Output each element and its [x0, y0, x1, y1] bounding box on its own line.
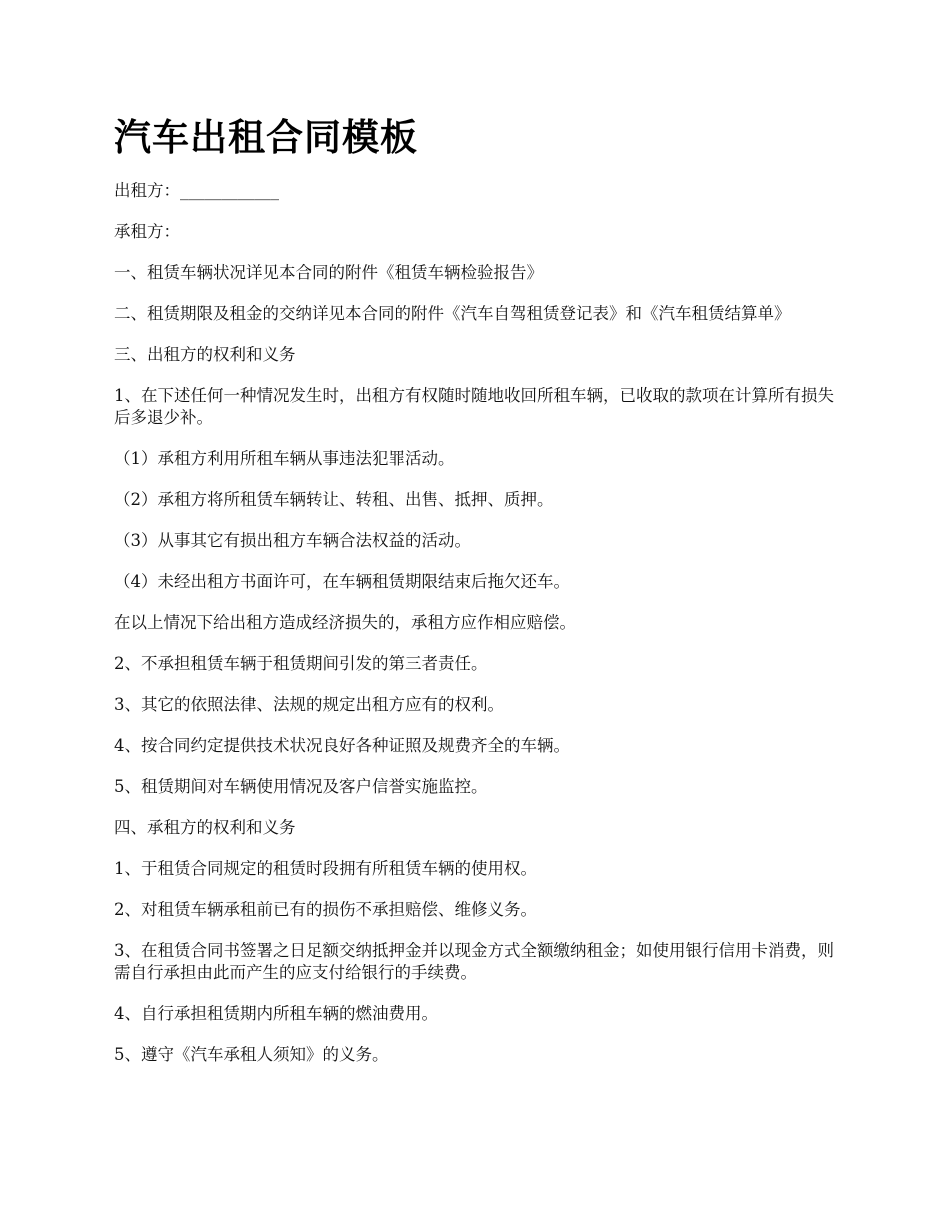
- lessee-right-2: 2、对租赁车辆承租前已有的损伤不承担赔偿、维修义务。: [114, 900, 537, 919]
- lessee-right-3: 3、在租赁合同书签署之日足额交纳抵押金并以现金方式全额缴纳租金；如使用银行信用卡消费，则需自行承担由此而产生的应支付给银行的手续费。: [114, 941, 834, 982]
- lessor-right-1: 1、在下述任何一种情况发生时，出租方有权随时随地收回所租车辆，已收取的款项在计算所有损失后多退少补。: [114, 386, 834, 427]
- lessee-line: 承租方：: [114, 222, 180, 241]
- clause-1-vehicle-condition: 一、租赁车辆状况详见本合同的附件《租赁车辆检验报告》: [114, 263, 543, 282]
- clause-2-lease-term: 二、租赁期限及租金的交纳详见本合同的附件《汽车自驾租赁登记表》和《汽车租赁结算单》: [114, 304, 791, 323]
- lessor-right-1-item-4: （4）未经出租方书面许可，在车辆租赁期限结束后拖欠还车。: [114, 572, 570, 591]
- lessee-right-4: 4、自行承担租赁期内所租车辆的燃油费用。: [114, 1004, 438, 1023]
- lessor-right-2: 2、不承担租赁车辆于租赁期间引发的第三者责任。: [114, 654, 488, 673]
- section-4-heading: 四、承租方的权利和义务: [114, 818, 296, 837]
- section-3-heading: 三、出租方的权利和义务: [114, 345, 296, 364]
- lessor-right-1-item-3: （3）从事其它有损出租方车辆合法权益的活动。: [114, 531, 471, 550]
- document-title: 汽车出租合同模板: [114, 115, 418, 159]
- document-page: [114, 112, 844, 1085]
- lessor-right-5: 5、租赁期间对车辆使用情况及客户信誉实施监控。: [114, 777, 488, 796]
- lessor-right-3: 3、其它的依照法律、法规的规定出租方应有的权利。: [114, 695, 504, 714]
- lessee-right-5: 5、遵守《汽车承租人须知》的义务。: [114, 1045, 389, 1064]
- lessor-right-4: 4、按合同约定提供技术状况良好各种证照及规费齐全的车辆。: [114, 736, 570, 755]
- lessor-right-1-item-1: （1）承租方利用所租车辆从事违法犯罪活动。: [114, 449, 455, 468]
- lessee-right-1: 1、于租赁合同规定的租赁时段拥有所租赁车辆的使用权。: [114, 859, 537, 878]
- lessor-right-1-item-2: （2）承租方将所租赁车辆转让、转租、出售、抵押、质押。: [114, 490, 554, 509]
- lessor-compensation-note: 在以上情况下给出租方造成经济损失的，承租方应作相应赔偿。: [114, 613, 576, 632]
- lessor-line: 出租方：____________: [114, 181, 279, 200]
